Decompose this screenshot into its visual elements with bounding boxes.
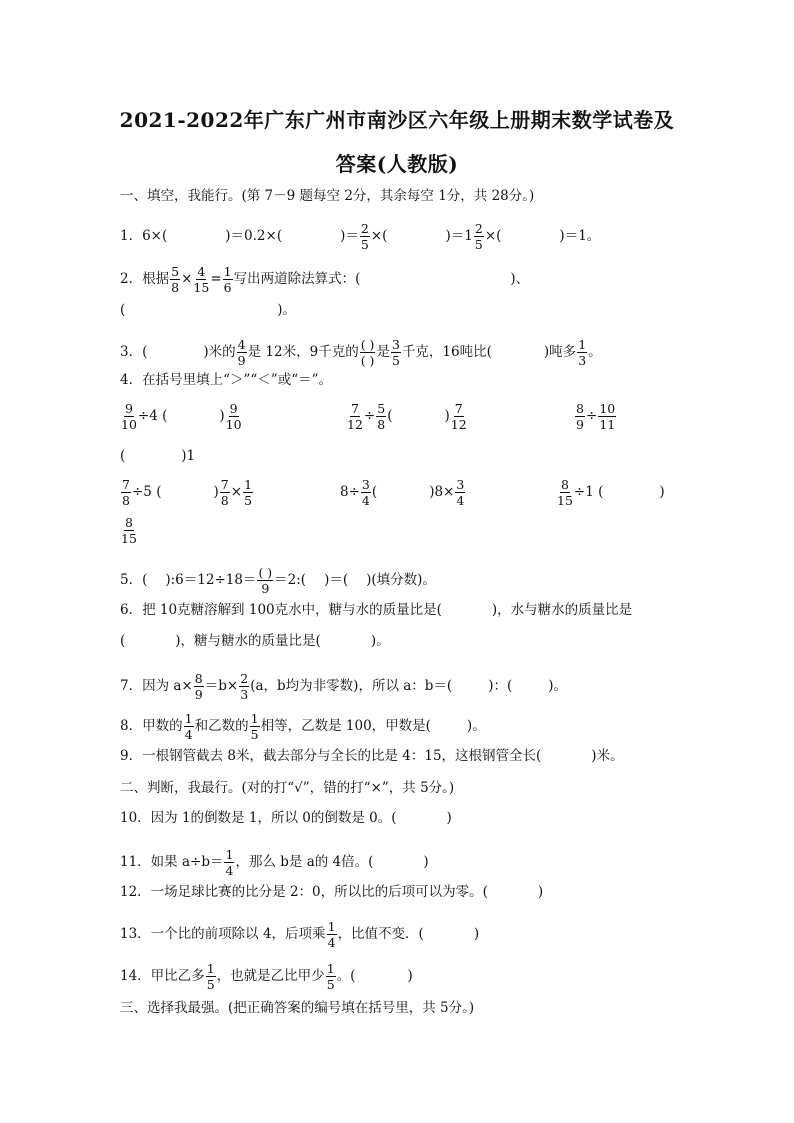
- fraction-numerator: 5: [171, 264, 180, 279]
- fraction-denominator: 3: [240, 687, 249, 703]
- fraction: [326, 962, 336, 991]
- section-3-heading: 三、选择我最强。(把正确答案的编号填在括号里，共 5分。): [120, 1000, 475, 1016]
- question-7: [120, 672, 567, 701]
- fraction: [455, 478, 465, 507]
- fraction-numerator: 4: [237, 337, 246, 352]
- fraction: [451, 402, 467, 431]
- fraction-numerator: 7: [454, 401, 463, 416]
- fraction: [223, 265, 233, 294]
- fraction-numerator: 2: [240, 671, 249, 686]
- question-6: [120, 604, 632, 618]
- question-9: [120, 750, 624, 764]
- fraction-denominator: 10: [121, 417, 137, 433]
- fraction-denominator: 9: [237, 353, 246, 369]
- question-text: (a，b均为非零数)，所以 a：b＝(: [250, 678, 453, 695]
- question-text: )1: [181, 448, 196, 464]
- question-6-cont: [120, 635, 390, 649]
- fraction-denominator: 12: [347, 417, 363, 433]
- question-text: ): [473, 926, 480, 943]
- question-text: ×(: [484, 228, 502, 245]
- fraction-numerator: 3: [391, 337, 400, 352]
- fraction-denominator: 12: [450, 417, 467, 433]
- fraction-numerator: 1: [326, 961, 335, 976]
- question-text: )。: [277, 302, 297, 318]
- fraction-numerator: 5: [377, 401, 386, 416]
- question-text: 11．如果 a÷b＝: [120, 854, 224, 871]
- question-text: )、: [510, 271, 530, 288]
- question-text: ): [659, 484, 665, 501]
- fraction: [391, 338, 401, 367]
- question-text: ): [537, 884, 544, 900]
- question-text: ):6＝12÷18＝: [165, 572, 257, 589]
- question-text: 和乙数的: [194, 718, 249, 735]
- fraction-blank[interactable]: [257, 566, 273, 595]
- fraction-numerator: 1: [244, 477, 253, 492]
- question-text: 是: [376, 344, 390, 361]
- fraction: [194, 672, 204, 701]
- question-text: ＝b×: [204, 678, 239, 695]
- fraction: [184, 712, 194, 741]
- question-text: 10．因为 1的倒数是 1，所以 0的倒数是 0。(: [120, 810, 397, 826]
- question-text: ＝2:(: [274, 572, 307, 589]
- fraction: [250, 712, 260, 741]
- question-text: )。: [466, 718, 486, 735]
- question-text: )＝: [340, 228, 359, 245]
- compare-6: [556, 478, 665, 507]
- fraction-denominator: 5: [206, 977, 215, 993]
- fraction-numerator: 1: [225, 847, 234, 862]
- question-text: (: [120, 633, 126, 649]
- fraction-numerator: 7: [350, 401, 359, 416]
- fraction-numerator: 1: [184, 711, 193, 726]
- fraction-numerator: ( ): [360, 337, 375, 352]
- fraction-numerator: ( ): [258, 565, 273, 580]
- fraction-numerator: 1: [578, 337, 587, 352]
- question-text: 相等，乙数是 100，甲数是(: [260, 718, 431, 735]
- question-text: ): [423, 854, 429, 871]
- question-text: 。(: [336, 968, 356, 985]
- fraction-denominator: 4: [327, 935, 336, 951]
- fraction-numerator: 2: [474, 221, 483, 236]
- question-text: 8．甲数的: [120, 718, 183, 735]
- question-text: ×(: [370, 228, 388, 245]
- question-10: [120, 812, 452, 826]
- fraction: [226, 402, 242, 431]
- fraction: [577, 338, 587, 367]
- question-1: [120, 222, 600, 251]
- fraction: [239, 672, 249, 701]
- question-text: 2．根据: [120, 271, 170, 288]
- question-text: (: [120, 302, 126, 318]
- question-text: )米的: [203, 344, 236, 361]
- question-text: )＝1。: [559, 228, 601, 245]
- fraction-denominator: 8: [377, 417, 386, 433]
- question-text: ÷4 (: [137, 408, 168, 425]
- section-1-heading: 一、填空，我能行。(第 7－9 题每空 2分，其余每空 1分，共 28分。): [120, 188, 535, 204]
- compare-4: [120, 478, 254, 507]
- question-2-cont: [120, 304, 296, 318]
- question-14: [120, 962, 413, 991]
- fraction: [360, 222, 370, 251]
- question-text: 8÷: [340, 484, 360, 501]
- question-11: [120, 848, 429, 877]
- compare-2: [346, 402, 468, 431]
- fraction: [224, 848, 234, 877]
- question-text: ，也就是乙比甲少: [216, 968, 325, 985]
- question-text: (: [120, 448, 126, 464]
- fraction-denominator: 5: [244, 493, 253, 509]
- page-title-line1: 2021-2022年广东广州市南沙区六年级上册期末数学试卷及: [119, 108, 675, 132]
- fraction-denominator: 3: [578, 353, 587, 369]
- question-text: 9．一根钢管截去 8米，截去部分与全长的比是 4：15，这根钢管全长(: [120, 748, 542, 764]
- question-text: )。: [548, 678, 568, 695]
- fraction-numerator: 10: [599, 401, 616, 416]
- fraction-numerator: 2: [360, 221, 369, 236]
- question-text: )。: [370, 633, 390, 649]
- fraction-denominator: 8: [171, 280, 180, 296]
- fraction: [376, 402, 386, 431]
- question-text: ): [219, 408, 225, 425]
- question-text: ): [444, 408, 450, 425]
- question-text: 7．因为 a×: [120, 678, 193, 695]
- fraction-denominator: 15: [193, 280, 210, 296]
- question-text: )(填分数)。: [366, 572, 436, 589]
- fraction-denominator: 5: [391, 353, 400, 369]
- question-text: (: [371, 484, 378, 501]
- fraction: [220, 478, 230, 507]
- fraction-denominator: 4: [184, 727, 193, 743]
- fraction-numerator: 8: [576, 401, 584, 416]
- fraction-denominator: 8: [220, 493, 229, 509]
- question-text: 1．6×(: [120, 228, 168, 245]
- question-text: 。: [588, 344, 602, 361]
- fraction-denominator: 8: [122, 493, 130, 509]
- question-text: )＝0.2×(: [225, 228, 283, 245]
- fraction-denominator: 10: [225, 417, 242, 433]
- fraction: [193, 265, 209, 294]
- fraction-numerator: 4: [197, 264, 206, 279]
- fraction: [598, 402, 616, 431]
- question-5: [120, 566, 436, 595]
- fraction-denominator: 5: [360, 237, 369, 253]
- fraction: [361, 478, 371, 507]
- question-text: ): [213, 484, 219, 501]
- question-text: ，比值不变．(: [337, 926, 424, 943]
- fraction-numerator: 8: [194, 671, 203, 686]
- fraction-denominator: 11: [599, 417, 616, 433]
- question-text: )8×: [429, 484, 455, 501]
- question-text: )米。: [591, 748, 624, 764]
- page-title-line2: 答案(人教版): [335, 152, 459, 176]
- question-text: )：(: [488, 678, 513, 695]
- fraction-denominator: 5: [474, 237, 483, 253]
- question-text: 13．一个比的前项除以 4，后项乘: [120, 926, 326, 943]
- fraction-denominator: 9: [261, 581, 270, 597]
- fraction-denominator: 15: [121, 531, 137, 547]
- fraction-numerator: 8: [560, 477, 569, 492]
- section-2-heading: 二、判断，我最行。(对的打“√”，错的打“×”，共 5分。): [120, 780, 455, 796]
- question-text: )，糖与糖水的质量比是(: [175, 633, 321, 649]
- question-13: [120, 920, 479, 949]
- question-text: (: [387, 408, 393, 425]
- compare-6-cont: [120, 516, 138, 545]
- fraction-numerator: 1: [206, 961, 215, 976]
- question-text: 5．(: [120, 572, 148, 589]
- fraction-numerator: 3: [456, 477, 465, 492]
- fraction: [121, 478, 131, 507]
- question-text: 是 12米，9千克的: [247, 344, 359, 361]
- fraction-numerator: 3: [361, 477, 370, 492]
- fraction: [575, 402, 585, 431]
- question-text: 写出两道除法算式：(: [233, 271, 361, 288]
- question-2: [120, 265, 529, 294]
- fraction: [347, 402, 363, 431]
- question-text: ÷: [363, 408, 376, 425]
- fraction-numerator: 9: [229, 401, 238, 416]
- fraction: [206, 962, 216, 991]
- fraction-denominator: 5: [326, 977, 335, 993]
- question-text: ÷5 (: [132, 484, 162, 501]
- question-8: [120, 712, 486, 741]
- question-text: ×: [181, 271, 193, 288]
- fraction-denominator: 9: [576, 417, 584, 433]
- question-4-stem: 4．在括号里填上“＞”“＜”或“＝”。: [120, 372, 332, 388]
- compare-3-cont: [120, 450, 195, 464]
- question-text: )吨多: [543, 344, 577, 361]
- fraction: [557, 478, 573, 507]
- question-text: ÷1 (: [573, 484, 604, 501]
- compare-3: [574, 402, 617, 431]
- question-text: 6．把 10克糖溶解到 100克水中，糖与水的质量比是(: [120, 602, 442, 618]
- fraction-numerator: 1: [223, 264, 232, 279]
- fraction: [170, 265, 180, 294]
- question-text: 12．一场足球比赛的比分是 2：0，所以比的后项可以为零。(: [120, 884, 488, 900]
- fraction-denominator: 6: [223, 280, 232, 296]
- fraction: [237, 338, 247, 367]
- fraction-numerator: 9: [124, 401, 133, 416]
- compare-1: [120, 402, 243, 431]
- question-text: ): [446, 810, 452, 826]
- fraction: [243, 478, 253, 507]
- fraction-numerator: 8: [124, 515, 133, 530]
- fraction: [474, 222, 484, 251]
- question-text: ÷: [586, 408, 598, 425]
- question-3: [120, 338, 602, 367]
- compare-5: [340, 478, 466, 507]
- question-text: 14．甲比乙多: [120, 968, 205, 985]
- fraction-denominator: ( ): [360, 353, 375, 369]
- fraction: [121, 402, 137, 431]
- fraction: [121, 516, 137, 545]
- question-text: =: [210, 271, 222, 288]
- fraction-numerator: 1: [327, 919, 336, 934]
- fraction-numerator: 1: [250, 711, 259, 726]
- question-text: ，那么 b是 a的 4倍。(: [235, 854, 374, 871]
- question-12: [120, 886, 543, 900]
- fraction-denominator: 5: [250, 727, 259, 743]
- fraction-denominator: 9: [194, 687, 203, 703]
- question-text: )＝(: [324, 572, 349, 589]
- question-text: ×: [230, 484, 243, 501]
- fraction-denominator: 4: [225, 863, 234, 879]
- fraction-denominator: 15: [557, 493, 573, 509]
- question-text: 千克，16吨比(: [401, 344, 492, 361]
- question-text: ): [407, 968, 413, 985]
- fraction-blank[interactable]: [360, 338, 376, 367]
- question-text: )，水与糖水的质量比是: [491, 602, 633, 618]
- fraction-numerator: 7: [220, 477, 229, 492]
- question-text: 3．(: [120, 344, 148, 361]
- question-text: )＝1: [445, 228, 473, 245]
- fraction-denominator: 4: [456, 493, 465, 509]
- fraction: [327, 920, 337, 949]
- fraction-denominator: 4: [361, 493, 370, 509]
- fraction-numerator: 7: [122, 477, 130, 492]
